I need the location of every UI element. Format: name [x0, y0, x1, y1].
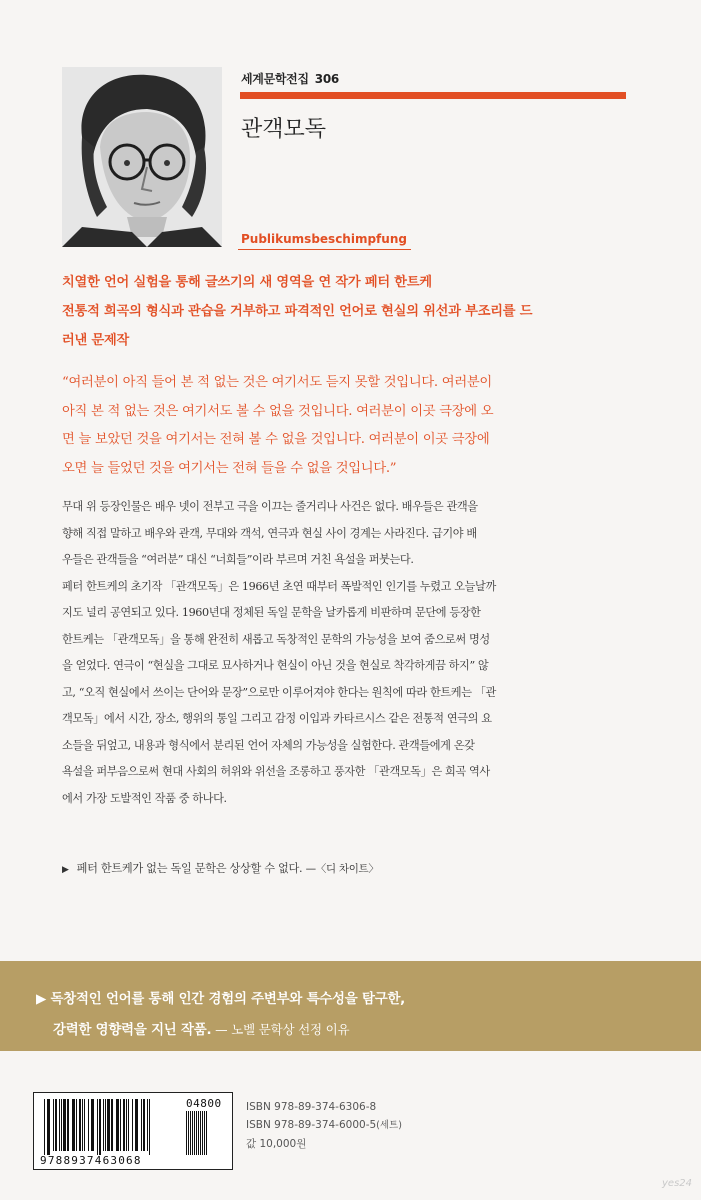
author-photo [62, 67, 222, 247]
quote-line: 아직 본 적 없는 것은 여기서도 볼 수 없을 것입니다. 여러분이 이곳 극장에 오 [62, 403, 494, 419]
barcode-number: 9788937463068 [40, 1154, 142, 1167]
price: 값 10,000원 [246, 1138, 307, 1150]
body-line: 우들은 관객들을 “여러분” 대신 “너희들”이라 부르며 거친 욕설을 퍼붓는다. [62, 553, 414, 566]
body-line: 을 얻었다. 연극이 “현실을 그대로 묘사하거나 현실이 아닌 것을 현실로 착각하게끔 하지” 않 [62, 659, 489, 672]
watermark: yes24 [662, 1178, 693, 1189]
original-title-underline [238, 249, 411, 250]
isbn-line-2: ISBN 978-89-374-6000-5 [246, 1119, 377, 1131]
tagline-line: 러낸 문제작 [62, 333, 130, 348]
body-line: 에서 가장 도발적인 작품 중 하나다. [62, 791, 227, 805]
review-source: —〈디 차이트〉 [305, 863, 379, 875]
body-line: 한트케는 「관객모독」을 통해 완전히 새롭고 독창적인 문학의 가능성을 보여 줌으로써 명성 [62, 632, 490, 646]
title-accent-bar [240, 92, 626, 99]
body-line: 향해 직접 말하고 배우와 관객, 무대와 객석, 연극과 현실 사이 경계는 사라진다. 급기야 배 [62, 526, 477, 540]
body-line: 고, “오직 현실에서 쓰이는 단어와 문장”으로만 이루어져야 한다는 원칙에 따라 한트케는 「관 [62, 685, 496, 699]
isbn-info [246, 1098, 402, 1153]
nobel-citation [36, 985, 405, 1046]
nobel-source: — 노벨 문학상 선정 이유 [211, 1022, 350, 1037]
nobel-line-1: ▶ 독창적인 언어를 통해 인간 경험의 주변부와 특수성을 탐구한, [36, 992, 406, 1007]
barcode [33, 1092, 233, 1170]
series-label [241, 70, 339, 87]
tagline-line: 전통적 희곡의 형식과 관습을 거부하고 파격적인 언어로 현실의 위선과 부조리를 드 [62, 304, 533, 319]
review-text: 페터 한트케가 없는 독일 문학은 상상할 수 없다. [76, 862, 306, 875]
isbn-set-suffix: (세트) [376, 1120, 402, 1131]
body-line: 객모독」에서 시간, 장소, 행위의 통일 그리고 감정 이입과 카타르시스 같은 전통적 연극의 요 [62, 712, 492, 725]
body-line: 소들을 뒤엎고, 내용과 형식에서 분리된 언어 자체의 가능성을 실험한다. 관객들에게 온갖 [62, 738, 475, 752]
triangle-bullet-icon: ▶ [62, 865, 69, 875]
book-title: 관객모독 [241, 117, 327, 142]
tagline [62, 268, 652, 355]
description [62, 494, 662, 812]
review-quote [62, 860, 379, 876]
quote-line: 면 늘 보았던 것을 여기서는 전혀 볼 수 없을 것입니다. 여러분이 이곳 극장에 [62, 432, 490, 447]
body-line: 페터 한트케의 초기작 「관객모독」은 1966년 초연 때부터 폭발적인 인기를 누렸고 오늘날까 [62, 579, 496, 593]
series-number: 306 [314, 72, 339, 86]
excerpt-quote [62, 369, 652, 483]
series-name: 세계문학전집 [241, 72, 309, 86]
barcode-addon-number: 04800 [186, 1097, 222, 1110]
quote-line: “여러분이 아직 들어 본 적 없는 것은 여기서도 듣지 못할 것입니다. 여러분이 [62, 375, 492, 390]
body-line: 지도 널리 공연되고 있다. 1960년대 정체된 독일 문학을 날카롭게 비판하며 문단에 등장한 [62, 606, 481, 619]
body-line: 무대 위 등장인물은 배우 넷이 전부고 극을 이끄는 줄거리나 사건은 없다. 배우들은 관객을 [62, 500, 478, 513]
original-title: Publikumsbeschimpfung [241, 232, 407, 246]
tagline-line: 치열한 언어 실험을 통해 글쓰기의 새 영역을 연 작가 페터 한트케 [62, 275, 432, 290]
isbn-line-1: ISBN 978-89-374-6306-8 [246, 1101, 377, 1113]
body-line: 욕설을 퍼부음으로써 현대 사회의 허위와 위선을 조롱하고 풍자한 「관객모독」은 희곡 역사 [62, 765, 490, 778]
nobel-line-2: 강력한 영향력을 지닌 작품. [53, 1023, 212, 1038]
quote-line: 오면 늘 들었던 것을 여기서는 전혀 들을 수 없을 것입니다.” [62, 460, 397, 476]
